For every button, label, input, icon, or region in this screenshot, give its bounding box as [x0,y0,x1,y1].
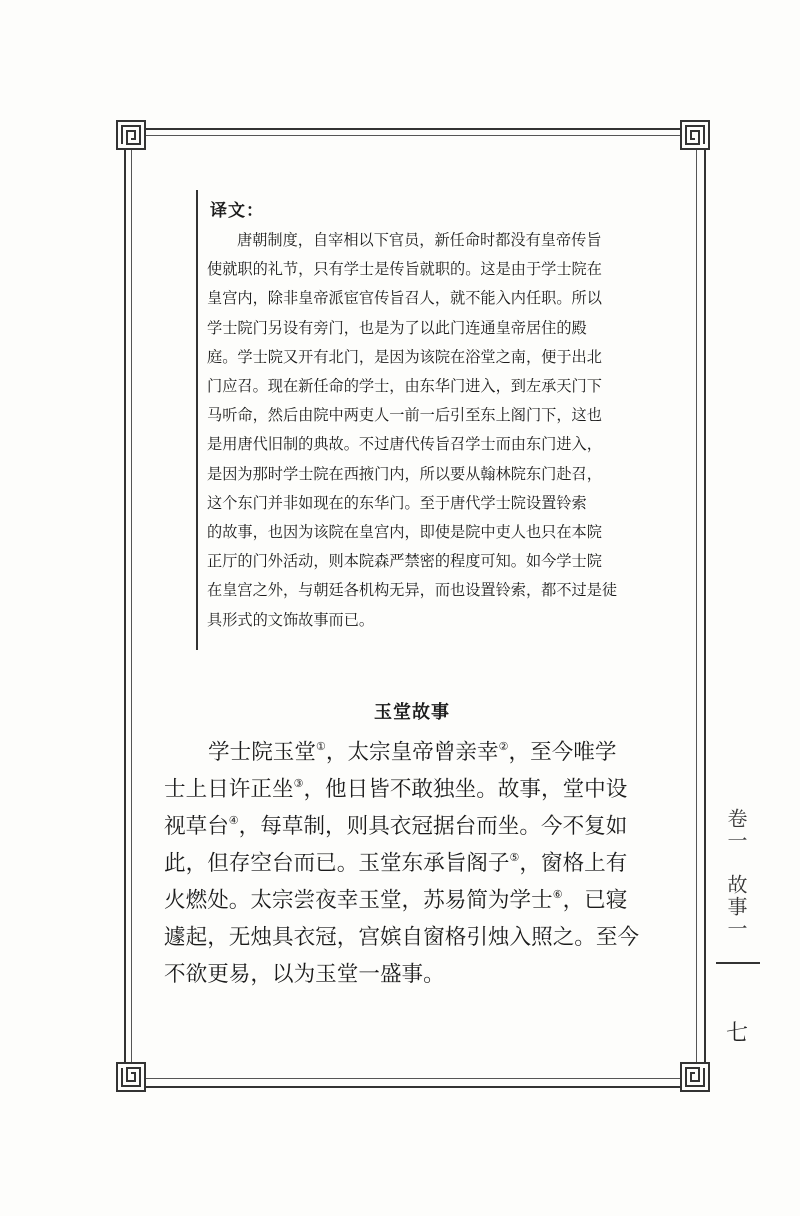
running-head-volume: 卷一 [724,808,748,852]
footnote-marker[interactable]: ④ [228,814,239,827]
translation-line: 正厅的门外活动，则本院森严禁密的程度可知。如今学士院 [207,552,602,571]
translation-line: 学士院门另设有旁门，也是为了以此门连通皇帝居住的殿 [207,318,587,337]
text-run: ，至今唯学 [508,740,617,765]
translation-line: 是因为那时学士院在西掖门内，所以要从翰林院东门赴召， [207,464,602,483]
translation-line: 使就职的礼节，只有学士是传旨就职的。这是由于学士院在 [207,260,602,279]
translation-line: 是用唐代旧制的典故。不过唐代传旨召学士而由东门进入， [207,435,602,454]
text-run: 此，但存空台而已。玉堂东承旨阁子 [164,851,510,876]
running-head-rule [716,962,760,964]
text-run: 视草台 [164,814,229,839]
original-line [164,771,704,808]
text-run: ，他日皆不敢独坐。故事，堂中设 [303,777,628,802]
translation-line: 皇宫内，除非皇帝派宦官传旨召人，就不能入内任职。所以 [207,289,602,308]
text-run: 学士院玉堂 [208,740,316,765]
translation-line: 的故事，也因为该院在皇宫内，即使是院中吏人也只在本院 [207,523,602,542]
footnote-marker[interactable]: ⑥ [552,888,563,901]
translation-line: 在皇宫之外，与朝廷各机构无异，而也设置铃索，都不过是徒 [207,581,618,600]
corner-ornament-bottom-right [680,1062,710,1092]
translation-body [207,226,685,635]
original-line [164,882,704,919]
corner-ornament-bottom-left [116,1062,146,1092]
translation-heading: 译文： [210,201,264,221]
translation-line: 马听命，然后由院中两吏人一前一后引至东上阁门下，这也 [207,406,602,425]
corner-ornament-top-left [116,120,146,150]
footnote-marker[interactable]: ③ [293,777,304,790]
original-line [164,808,704,845]
page-number: 七 [726,1021,749,1046]
running-head-section: 故事一 [724,874,748,940]
translation-line: 庭。学士院又开有北门，是因为该院在浴堂之南，便于出北 [207,347,602,366]
footnote-marker[interactable]: ① [315,740,326,753]
text-run: 士上日许正坐 [164,777,294,802]
original-line [164,734,704,771]
translation-line: 具形式的文饰故事而已。 [207,610,375,629]
original-text-body [164,734,704,993]
original-line [164,845,704,882]
translation-margin-rule [196,190,198,650]
text-run: ，每草制，则具衣冠据台而坐。今不复如 [238,814,628,839]
translation-line: 门应召。现在新任命的学士，由东华门进入，到左承天门下 [207,377,602,396]
corner-ornament-top-right [680,120,710,150]
text-run: 火燃处。太宗尝夜幸玉堂，苏易简为学士 [164,888,553,913]
text-run: ，太宗皇帝曾亲幸 [325,740,499,765]
text-run: ，窗格上有 [519,851,628,876]
footnote-marker[interactable]: ⑤ [509,851,520,864]
translation-line: 唐朝制度，自宰相以下官员，新任命时都没有皇帝传旨 [237,231,602,249]
translation-line: 这个东门并非如现在的东华门。至于唐代学士院设置铃索 [207,493,587,512]
footnote-marker[interactable]: ② [498,740,509,753]
text-run: ，已寝 [562,888,628,913]
section-title: 玉堂故事 [374,702,450,723]
original-line: 遽起，无烛具衣冠，宫嫔自窗格引烛入照之。至今 [164,925,640,950]
original-line: 不欲更易，以为玉堂一盛事。 [164,962,445,987]
